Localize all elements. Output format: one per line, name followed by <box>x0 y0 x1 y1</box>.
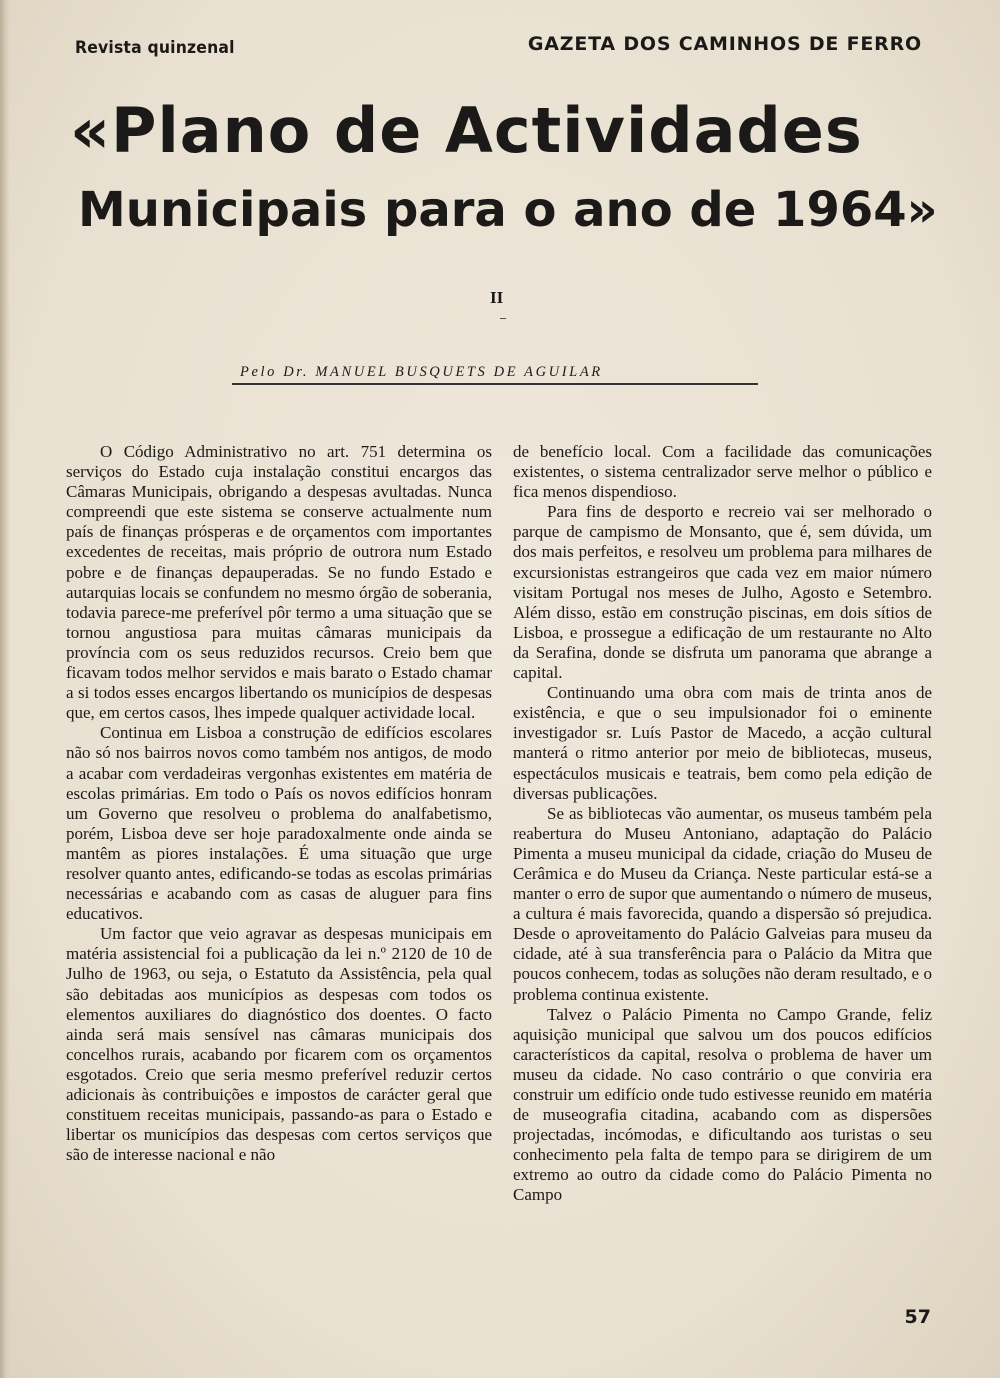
left-text-column <box>66 442 492 1165</box>
paragraph: Continua em Lisboa a construção de edifícios escolares não só nos bairros novos como também nos antigos, de modo a acabar com verdadeiras vergonhas existentes em matéria de escolas primárias. Em todo o País os novos edifícios honram um Governo que resolveu o problema do analfabetismo, porém, Lisboa deve ser hoje paradoxalmente onde ainda se mantêm as piores instalações. É uma situação que urge resolver quanto antes, edificando-se todas as escolas primárias necessárias e acabando com as casas de aluguer para fins educativos. <box>66 723 492 924</box>
paragraph: O Código Administrativo no art. 751 determina os serviços do Estado cuja instalação constitui encargos das Câmaras Municipais, obrigando a despesas avultadas. Nunca compreendi que este sistema se conserve actualmente num país de finanças prósperas e de orçamentos com importantes excedentes de receitas, mais próprio de outrora num Estado pobre e de finanças depauperadas. Se no fundo Estado e autarquias locais se confundem no mesmo órgão de soberania, todavia parece-me preferível pôr termo a uma situação que se tornou angustiosa para muitas câmaras municipais da província com os seus reduzidos recursos. Creio bem que ficavam todos melhor servidos e mais barato o Estado chamar a si todos esses encargos libertando os municípios de despesas que, em certos casos, lhes impede qualquer actividade local. <box>66 442 492 723</box>
article-byline: Pelo Dr. MANUEL BUSQUETS DE AGUILAR <box>240 364 603 380</box>
paragraph-continued: de benefício local. Com a facilidade das comunicações existentes, o sistema centralizador serve melhor o público e fica menos dispendioso. <box>513 442 932 502</box>
paragraph: Talvez o Palácio Pimenta no Campo Grande, feliz aquisição municipal que salvou um dos poucos edifícios característicos da capital, resolva o problema de haver um museu da cidade. No caso contrário o que conviria era construir um edifício onde tudo estivesse reunido em matéria de museografia citadina, acabando com as dispersões projectadas, incómodas, e dificultando aos turistas o seu conhecimento pela falta de tempo para se dirigirem de um extremo ao outro da cidade como do Palácio Pimenta no Campo <box>513 1004 932 1205</box>
part-divider-mark <box>500 318 506 319</box>
paragraph: Para fins de desporto e recreio vai ser melhorado o parque de campismo de Monsanto, que é, sem dúvida, um dos mais perfeitos, e resolveu um problema para milhares de excursionistas estrangeiros que cada vez em maior número visitam Portugal nos meses de Julho, Agosto e Setembro. Além disso, estão em construção piscinas, em dois sítios de Lisboa, e prossegue a edificação de um restaurante no Alto da Serafina, donde se disfruta um panorama que abrange a capital. <box>513 502 932 683</box>
article-part-number: II <box>490 288 504 307</box>
paragraph: Se as bibliotecas vão aumentar, os museus também pela reabertura do Museu Antoniano, adaptação do Palácio Pimenta a museu municipal da cidade, criação do Museu de Cerâmica e do Museu da Criança. Neste particular está-se a manter o erro de supor que aumentando o número de museus, a cultura é mais favorecida, quando a dispersão só prejudica. Desde o aproveitamento do Palácio Galveias para museu da cidade, até à sua transferência para o Palácio da Mitra que poucos conhecem, todas as soluções não deram resultado, e o problema continua existente. <box>513 803 932 1004</box>
page-binding-edge <box>0 0 10 1378</box>
byline-underline <box>232 383 758 385</box>
header-publication-frequency: Revista quinzenal <box>75 38 235 58</box>
paragraph: Um factor que veio agravar as despesas municipais em matéria assistencial foi a publicação da lei n.º 2120 de 10 de Julho de 1963, ou seja, o Estatuto da Assistência, pela qual são debitadas aos municípios as despesas com todos os elementos auxiliares do diagnóstico dos doentes. O facto ainda será mais sensível nas câmaras municipais dos concelhos rurais, acabando por ficarem com os orçamentos esgotados. Creio que seria mesmo preferível reduzir certos adicionais às contribuições e impostos de carácter geral que constituem receitas municipais, passando-as para o Estado e libertar os municípios das despesas com certos serviços que são de interesse nacional e não <box>66 924 492 1165</box>
header-magazine-title: GAZETA DOS CAMINHOS DE FERRO <box>527 33 922 55</box>
page-number: 57 <box>904 1306 931 1328</box>
paragraph: Continuando uma obra com mais de trinta anos de existência, e que o seu impulsionador foi o eminente investigador sr. Luís Pastor de Macedo, a acção cultural manterá o ritmo anterior por meio de bibliotecas, museus, espectáculos musicais e teatrais, bem como pela edição de diversas publicações. <box>513 683 932 803</box>
right-text-column <box>513 442 932 1206</box>
article-title-line-2: Municipais para o ano de 1964» <box>78 182 938 238</box>
article-title-line-1: «Plano de Actividades <box>70 94 863 167</box>
